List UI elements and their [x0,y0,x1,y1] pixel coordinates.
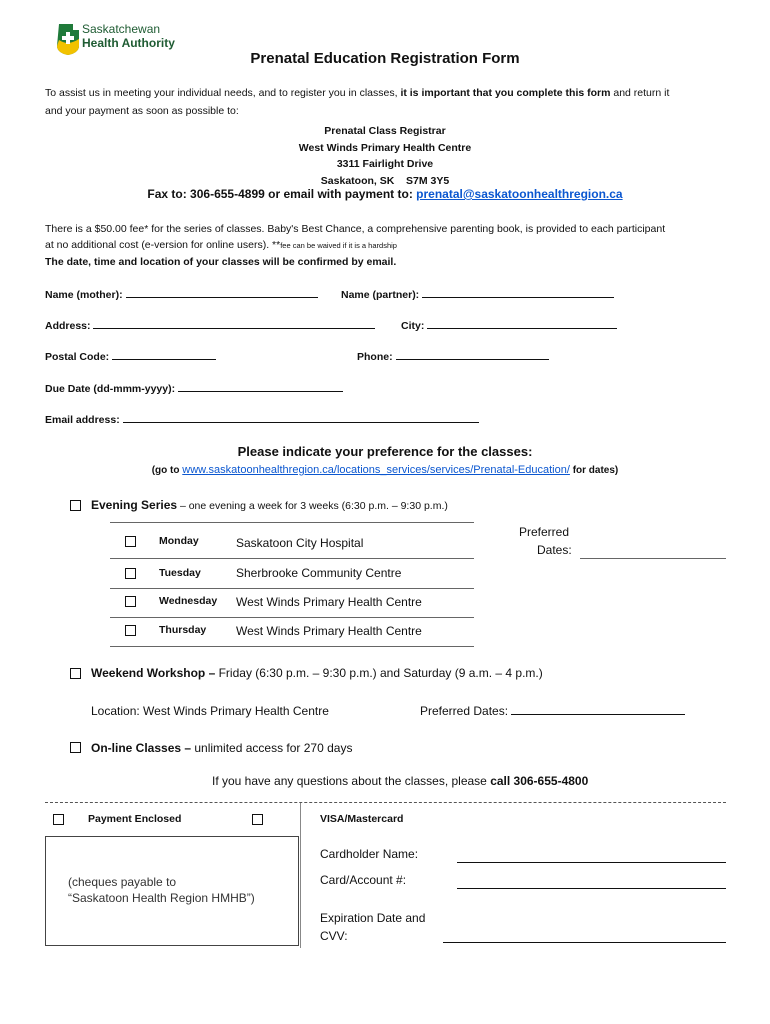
evening-series-desc: – one evening a week for 3 weeks (6:30 p.m. – 9:30 p.m.) [177,500,448,512]
wednesday-location: West Winds Primary Health Centre [236,595,422,609]
email-label: Email address: [45,414,120,426]
call-number: call 306-655-4800 [490,774,589,788]
online-classes-desc: unlimited access for 270 days [191,741,353,755]
evening-preferred-label-1: Preferred [519,525,570,539]
evening-preferred-dates-line[interactable] [580,558,726,559]
monday-location: Saskatoon City Hospital [236,536,364,550]
table-divider [110,522,474,523]
monday-checkbox[interactable] [125,536,136,547]
fee-line2: at no additional cost (e-version for online users). ** [45,239,281,251]
cheque-note [68,874,255,906]
address-field[interactable] [45,318,375,332]
wednesday-label: Wednesday [159,595,218,607]
name-partner-label: Name (partner): [341,289,420,301]
weekend-location: Location: West Winds Primary Health Centre [91,704,329,718]
monday-label: Monday [159,535,199,547]
table-divider [110,558,474,559]
fax-text: Fax to: 306-655-4899 or email with payment to: [147,187,417,201]
email-link[interactable]: prenatal@saskatoonhealthregion.ca [416,187,623,201]
name-mother-label: Name (mother): [45,289,123,301]
phone-field[interactable] [357,349,549,363]
thursday-checkbox[interactable] [125,625,136,636]
due-date-label: Due Date (dd-mmm-yyyy): [45,383,176,395]
due-date-line[interactable] [178,381,343,392]
fee-waiver-note: fee can be waived if it is a hardship [280,241,397,250]
intro-paragraph [45,84,735,120]
address-line[interactable] [93,318,375,329]
postal-code-field[interactable] [45,349,216,363]
address-line4: Saskatoon, SK S7M 3Y5 [320,174,450,187]
name-mother-field[interactable] [45,287,318,301]
name-partner-field[interactable] [341,287,614,301]
prenatal-education-link[interactable]: www.saskatoonhealthregion.ca/locations_services/services/Prenatal-Education/ [182,464,570,476]
weekend-preferred-field[interactable] [420,704,685,718]
city-label: City: [401,320,425,332]
online-classes-label: On-line Classes – [91,741,192,755]
thursday-label: Thursday [159,624,207,636]
tuesday-label: Tuesday [159,567,201,579]
table-divider [110,617,474,618]
visa-mastercard-checkbox[interactable] [252,814,263,825]
fee-paragraph [45,221,735,270]
postal-code-label: Postal Code: [45,351,110,363]
address-line1: Prenatal Class Registrar [324,125,446,137]
org-name-line2: Health Authority [82,36,175,50]
payment-divider [300,803,301,948]
due-date-field[interactable] [45,381,343,395]
cheque-note-line2: “Saskatoon Health Region HMHB”) [68,891,255,905]
section-divider [45,802,726,803]
cardholder-label: Cardholder Name: [320,847,419,861]
payment-enclosed-label: Payment Enclosed [88,813,182,825]
intro-text-line2: and your payment as soon as possible to: [45,105,239,117]
address-line3: 3311 Fairlight Drive [336,158,434,170]
org-name [82,22,175,50]
weekend-workshop-label: Weekend Workshop – [91,666,216,680]
address-label: Address: [45,320,91,332]
weekend-workshop-option [91,666,543,680]
for-dates-text: for dates) [569,465,619,476]
go-to-text: (go to [151,465,183,476]
tuesday-checkbox[interactable] [125,568,136,579]
fax-email-line [0,187,770,201]
email-line[interactable] [123,412,479,423]
expiration-label-line2: CVV: [320,929,348,943]
table-divider [110,588,474,589]
table-divider [110,646,474,647]
weekend-workshop-desc: Friday (6:30 p.m. – 9:30 p.m.) and Saturday (9 a.m. – 4 p.m.) [215,666,543,680]
online-classes-option [91,741,352,755]
wednesday-checkbox[interactable] [125,596,136,607]
visa-mastercard-label: VISA/Mastercard [320,813,404,825]
fee-line1: There is a $50.00 fee* for the series of classes. Baby's Best Chance, a comprehensive parenting book, is provided to each participant [45,223,666,235]
org-name-line1: Saskatchewan [82,22,161,36]
intro-text-a: To assist us in meeting your individual needs, and to register you in classes, [45,87,401,99]
intro-text-b: and return it [610,87,670,99]
card-account-label: Card/Account #: [320,873,407,887]
weekend-preferred-label: Preferred Dates: [420,704,512,718]
page-title: Prenatal Education Registration Form [250,50,520,67]
questions-line [212,774,588,788]
postal-code-line[interactable] [112,349,216,360]
preference-heading: Please indicate your preference for the classes: [237,444,533,459]
phone-label: Phone: [357,351,393,363]
email-field[interactable] [45,412,479,426]
evening-series-checkbox[interactable] [70,500,81,511]
evening-series-label: Evening Series [91,498,178,512]
evening-series-option [91,498,448,512]
city-field[interactable] [401,318,617,332]
phone-line[interactable] [396,349,549,360]
cardholder-line[interactable] [457,862,726,863]
tuesday-location: Sherbrooke Community Centre [236,566,402,580]
name-mother-line[interactable] [126,287,318,298]
confirmation-note: The date, time and location of your classes will be confirmed by email. [45,256,397,268]
registrar-address [0,123,770,189]
expiration-label-line1: Expiration Date and [320,911,426,925]
online-classes-checkbox[interactable] [70,742,81,753]
cheque-note-line1: (cheques payable to [68,875,177,889]
city-line[interactable] [427,318,617,329]
questions-text: If you have any questions about the classes, please [212,774,491,788]
payment-enclosed-checkbox[interactable] [53,814,64,825]
evening-preferred-label-2: Dates: [537,543,572,557]
name-partner-line[interactable] [422,287,614,298]
weekend-preferred-line[interactable] [511,704,685,715]
preference-dates-note [0,464,770,476]
thursday-location: West Winds Primary Health Centre [236,624,422,638]
weekend-workshop-checkbox[interactable] [70,668,81,679]
intro-text-bold: it is important that you complete this form [400,87,611,99]
card-account-line[interactable] [457,888,726,889]
expiration-line[interactable] [443,942,726,943]
expiration-label [320,909,425,945]
address-line2: West Winds Primary Health Centre [298,141,472,154]
